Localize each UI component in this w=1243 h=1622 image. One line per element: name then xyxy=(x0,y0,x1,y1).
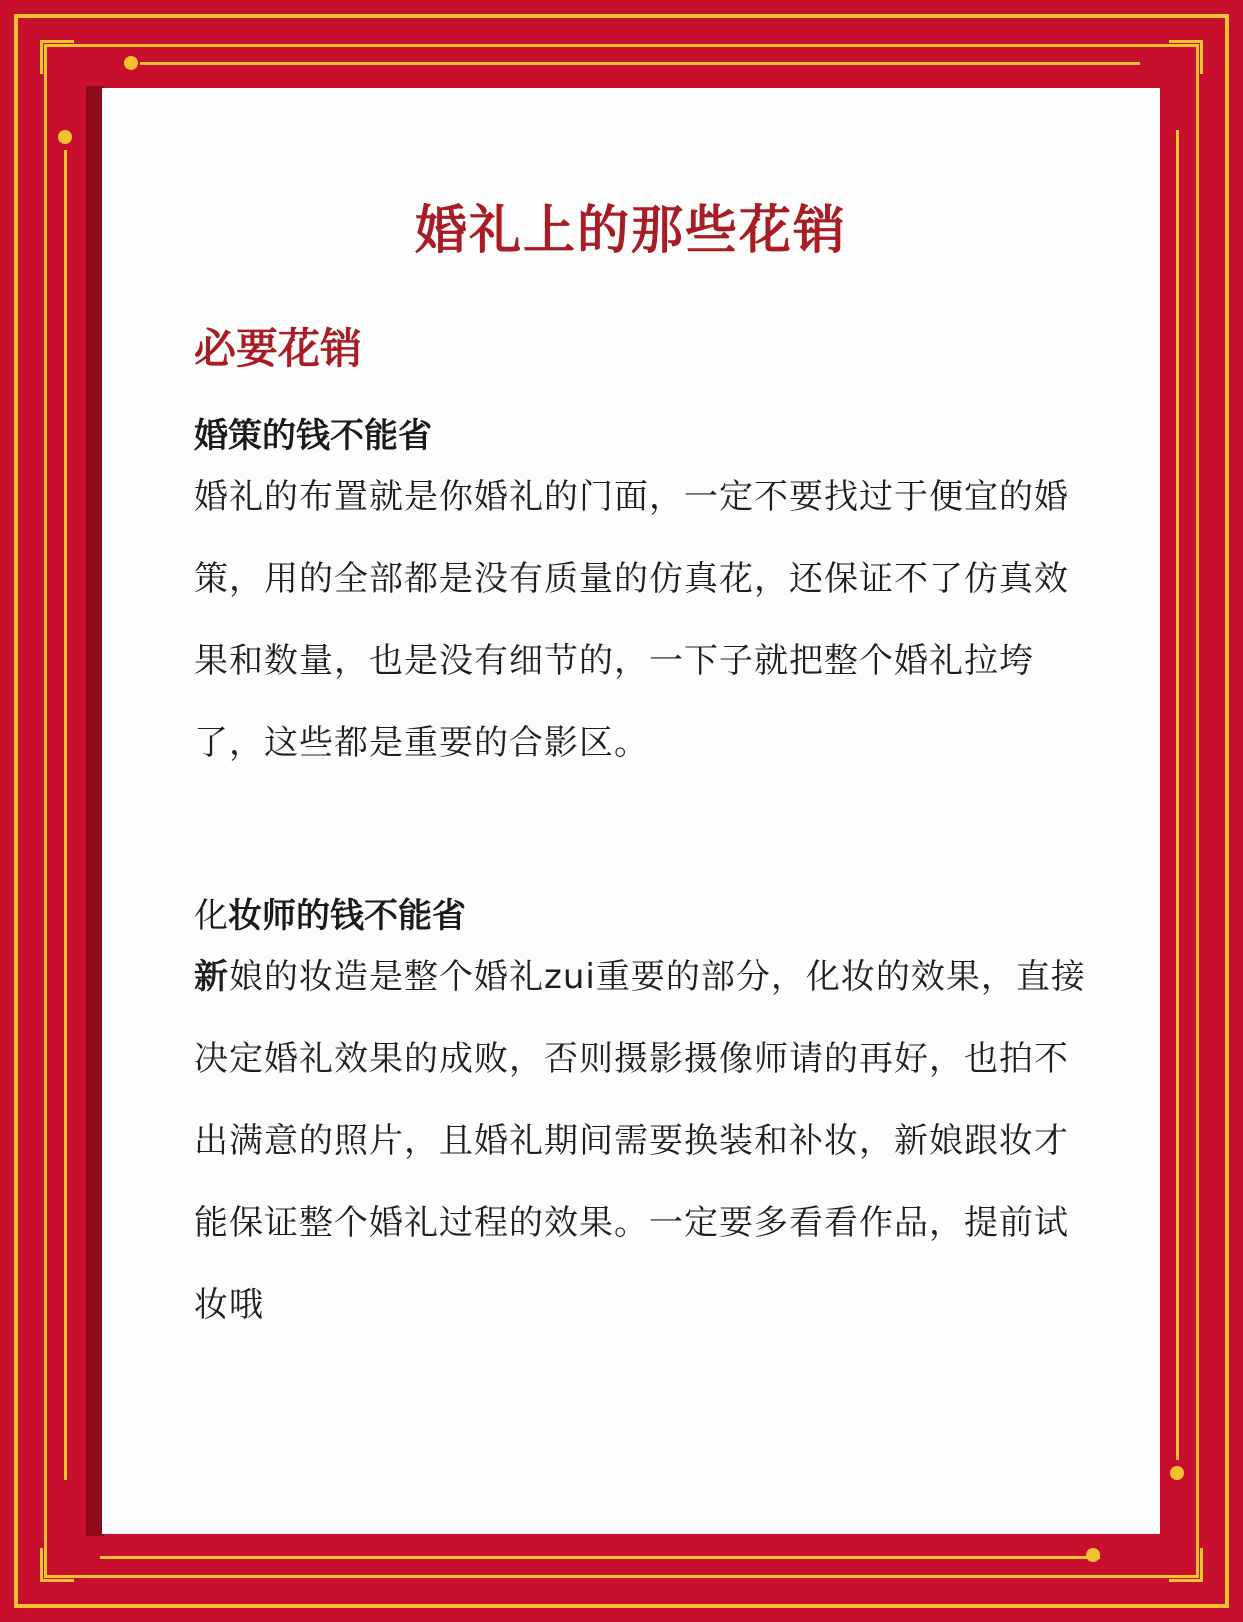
top-left-dot xyxy=(124,56,138,70)
page-title: 婚礼上的那些花销 xyxy=(414,201,847,261)
heading-first-char: 化 xyxy=(194,896,228,936)
corner-ornament-top-right xyxy=(1169,40,1203,74)
corner-ornament-bottom-right xyxy=(1169,1548,1203,1582)
left-gold-rule xyxy=(64,150,67,1480)
left-dot xyxy=(58,130,72,144)
item-heading-wedding-planner: 婚策的钱不能省 xyxy=(194,416,432,456)
body-rest: 娘的妆造是整个婚礼zui重要的部分，化妆的效果，直接决定婚礼效果的成败，否则摄影摄像师请的再好，也拍不出满意的照片，且婚礼期间需要换装和补妆，新娘跟妆才能保证整个婚礼过程的效果。一定要多看看作品，提前试妆哦 xyxy=(194,957,1086,1325)
bottom-right-dot xyxy=(1086,1548,1100,1562)
item-heading-makeup-artist xyxy=(194,888,466,937)
content-card xyxy=(102,88,1160,1534)
right-gold-rule xyxy=(1176,130,1179,1460)
section-heading: 必要花销 xyxy=(194,324,363,373)
right-dot xyxy=(1170,1466,1184,1480)
bottom-gold-rule xyxy=(100,1556,1100,1559)
heading-rest: 妆师的钱不能省 xyxy=(228,896,466,936)
top-gold-rule xyxy=(140,62,1140,65)
corner-ornament-bottom-left xyxy=(40,1548,74,1582)
item-body-wedding-planner: 婚礼的布置就是你婚礼的门面，一定不要找过于便宜的婚策，用的全部都是没有质量的仿真花，还保证不了仿真效果和数量，也是没有细节的，一下子就把整个婚礼拉垮了，这些都是重要的合影区。 xyxy=(194,477,1069,763)
item-body-makeup-artist xyxy=(194,936,1094,1346)
body-first-char: 新 xyxy=(194,957,229,997)
corner-ornament-top-left xyxy=(40,40,74,74)
